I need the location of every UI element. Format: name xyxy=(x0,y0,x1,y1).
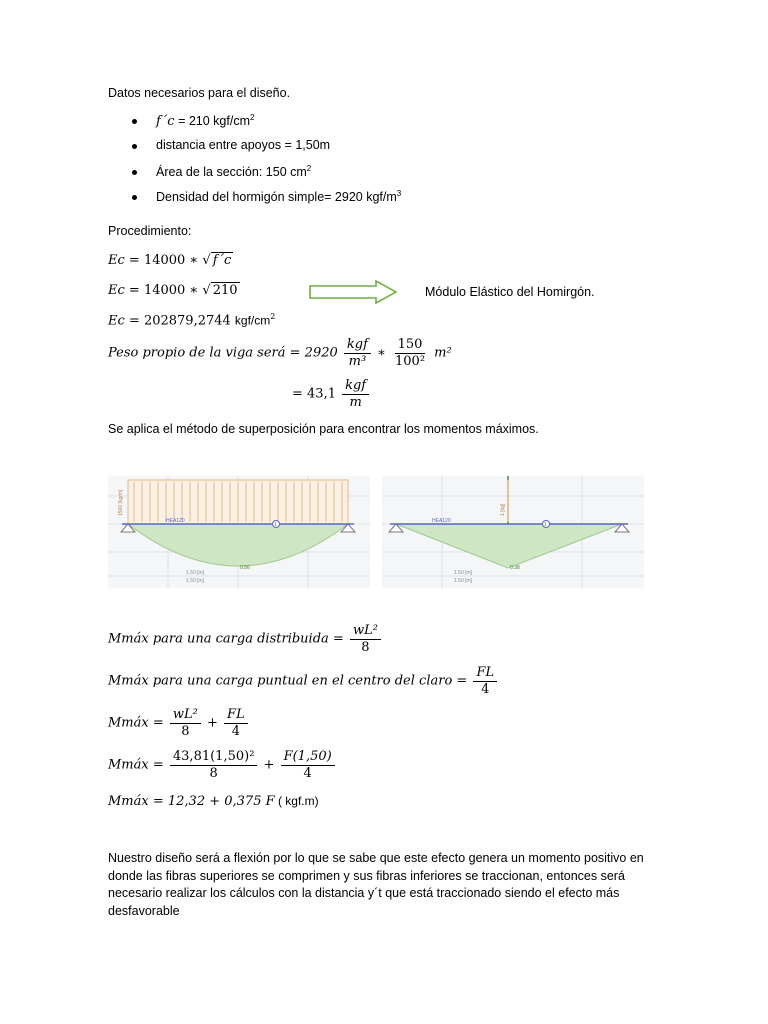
load-label: 1500 [kg/m] xyxy=(118,489,124,516)
sqrt-symbol: √ xyxy=(202,253,211,268)
formula-distributed: Mmáx para una carga distribuida = $\frac{\text{wL²}}{8}$ xyxy=(108,624,383,654)
dimension-label: 1.50 [m] xyxy=(454,578,473,584)
diagram-point-load xyxy=(382,476,644,588)
formula-substituted: Mmáx = $\frac{\text{43,81(1,50)²}}{8}$ + $\frac{F(1,50)}{4}$ xyxy=(108,750,337,780)
procedure-label: Procedimiento: xyxy=(108,224,192,238)
formula-point: Mmáx para una carga puntual en el centro del claro = $\frac{FL}{4}$ xyxy=(108,666,499,696)
superposition-text: Se aplica el método de superposición para encontrar los momentos máximos. xyxy=(108,422,539,436)
bullet-distance: distancia entre apoyos = 1,50m xyxy=(156,138,331,152)
svg-text:1: 1 xyxy=(274,522,277,528)
sqrt-symbol: √ xyxy=(202,283,211,298)
bullet-dot xyxy=(132,119,137,124)
equation-ec-formula: Ec = 14000 ∗ √ f´c xyxy=(108,253,232,268)
bullet-density: Densidad del hormigón simple= 2920 kgf/$m^3$ xyxy=(156,189,402,205)
bullet-dot xyxy=(132,170,137,175)
dimension-label: 1.50 [m] xyxy=(454,570,473,576)
beam-label: HEA120 xyxy=(166,518,185,524)
conclusion-paragraph: Nuestro diseño será a flexión por lo que se sabe que este efecto genera un momento positivo en donde las fibras superiores se comprimen y sus fibras inferiores se traccionan, entonces será necesario realizar los cálculos con la distancia y´t que está traccionado siendo el efecto más desfavorable xyxy=(108,851,644,918)
max-moment-label: 0.56 xyxy=(240,565,250,571)
bullet-dot xyxy=(132,144,137,149)
equation-ec-value: Ec = 14000 ∗ √ 210 xyxy=(108,283,238,298)
equation-self-weight-result: = 43,1 $\frac{\text{kgf}}{m}$ xyxy=(292,379,371,409)
bullet-dot xyxy=(132,195,137,200)
dimension-label: 1.50 [m] xyxy=(186,570,205,576)
max-moment-label: 0.38 xyxy=(510,565,520,571)
svg-text:1: 1 xyxy=(544,522,547,528)
dimension-label: 1.50 [m] xyxy=(186,578,205,584)
equation-ec-result: Ec = 202879,2744 kgf/$cm^2$ xyxy=(108,312,276,329)
arrow-right-icon xyxy=(308,280,400,304)
formula-result: Mmáx = 12,32 + 0,375 F ( kgf.m) xyxy=(108,794,319,809)
beam-label: HEA120 xyxy=(432,518,451,524)
formula-combined: Mmáx = $\frac{\text{wL²}}{8}$ + $\frac{FL}{4}$ xyxy=(108,708,250,738)
bullet-fc: f´c = 210 kgf/$cm^2$ xyxy=(156,113,255,130)
load-label: 1 [kg] xyxy=(500,503,506,516)
section-heading: Datos necesarios para el diseño. xyxy=(108,86,291,100)
arrow-shape xyxy=(310,281,396,303)
bullet-area: Área de la sección: 150 $cm^2$ xyxy=(156,164,312,180)
equation-self-weight: Peso propio de la viga será = 2920 $\frac{\text{kgf}}{\text{m³}}$ ∗ $\frac{150}{\text{100²}}$ m² xyxy=(108,337,452,369)
arrow-label: Módulo Elástico del Homirgón. xyxy=(425,285,595,299)
diagram-distributed-load xyxy=(108,476,370,588)
